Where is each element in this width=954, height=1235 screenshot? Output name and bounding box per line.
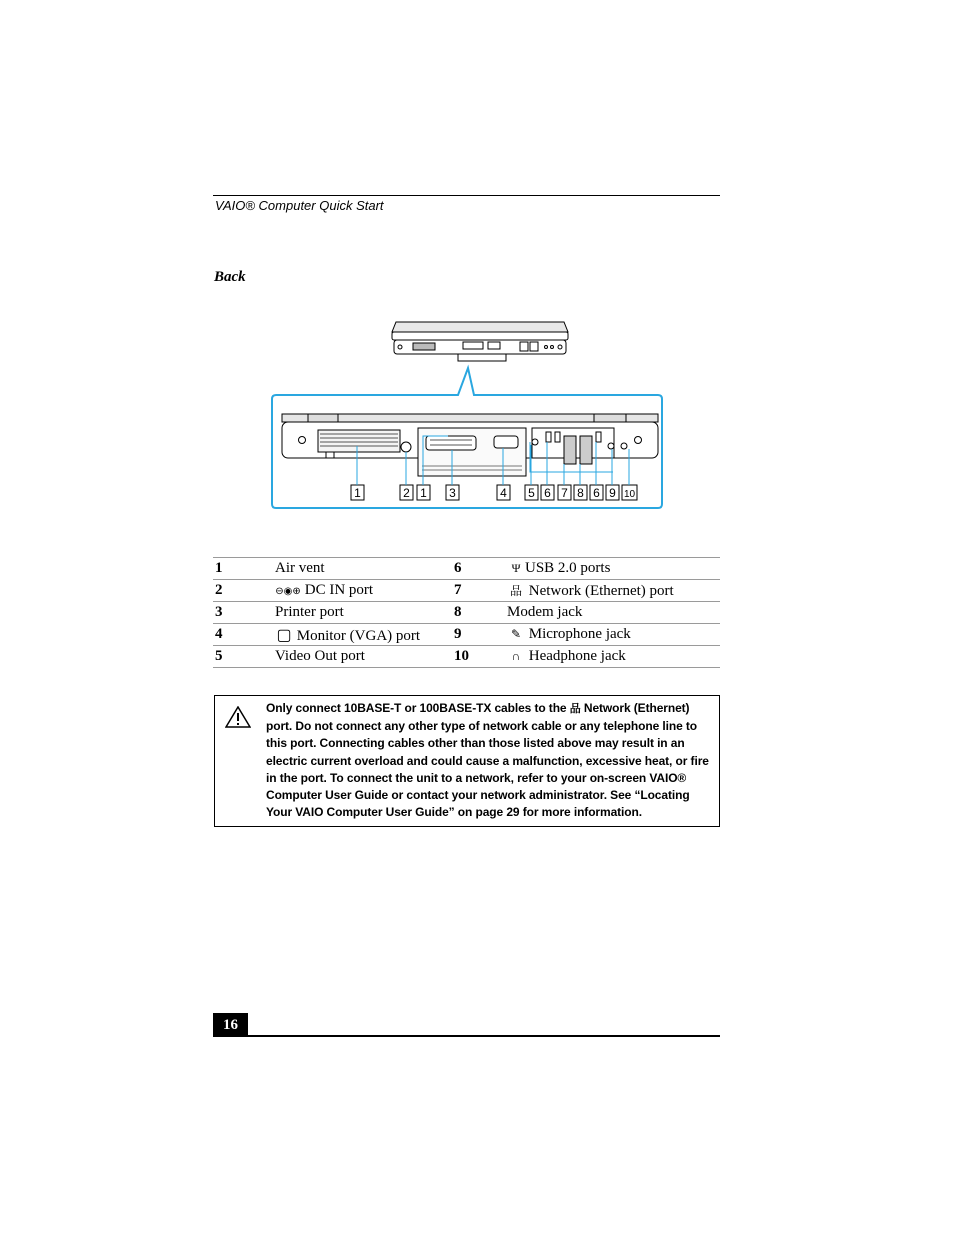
- laptop-back-panel: [282, 414, 658, 476]
- usb-icon: Ψ: [511, 561, 521, 575]
- item-label: 品 Network (Ethernet) port: [507, 580, 720, 602]
- headphone-icon: ∩: [511, 649, 521, 663]
- table-row: [213, 580, 720, 602]
- warning-icon: [225, 706, 251, 728]
- svg-text:1: 1: [420, 486, 427, 500]
- callout-7: [558, 485, 571, 500]
- svg-text:3: 3: [449, 486, 456, 500]
- item-label: Video Out port: [275, 646, 454, 668]
- callout-3: [446, 485, 459, 500]
- monitor-icon: ▢: [276, 626, 292, 644]
- svg-text:9: 9: [609, 486, 616, 500]
- callout-1b: [417, 485, 430, 500]
- warning-box: [214, 695, 720, 827]
- item-number: 3: [213, 602, 275, 624]
- item-number: 9: [454, 624, 507, 646]
- item-number: 8: [454, 602, 507, 624]
- svg-text:1: 1: [354, 486, 361, 500]
- svg-text:2: 2: [403, 486, 410, 500]
- svg-text:4: 4: [500, 486, 507, 500]
- item-label: ⊖◉⊕ DC IN port: [275, 580, 454, 602]
- item-number: 1: [213, 558, 275, 580]
- item-label: Printer port: [275, 602, 454, 624]
- callout-9: [606, 485, 619, 500]
- running-header: VAIO® Computer Quick Start: [215, 198, 384, 213]
- network-icon: 品: [569, 703, 581, 715]
- svg-text:8: 8: [577, 486, 584, 500]
- table-row: [213, 558, 720, 580]
- callout-2: [400, 485, 413, 500]
- item-label: ∩ Headphone jack: [507, 646, 720, 668]
- item-number: 6: [454, 558, 507, 580]
- item-label: ✎ Microphone jack: [507, 624, 720, 646]
- item-number: 10: [454, 646, 507, 668]
- item-label: Air vent: [275, 558, 454, 580]
- header-rule: [213, 195, 720, 196]
- callout-8: [574, 485, 587, 500]
- item-label: ▢ Monitor (VGA) port: [275, 624, 454, 646]
- item-label: Modem jack: [507, 602, 720, 624]
- svg-text:7: 7: [561, 486, 568, 500]
- svg-text:6: 6: [544, 486, 551, 500]
- warning-text: Only connect 10BASE-T or 100BASE-TX cables to the 品 Network (Ethernet) port. Do not connect any other type of network cable or any telephone line to this port. Connecting cables other than those listed above may result in an electric current overload and could cause a malfunction, excessive heat, or fire in the port. To connect the unit to a network, refer to your on-screen VAIO® Computer User Guide or contact your network administrator. See “Locating Your VAIO Computer User Guide” on page 29 for more information.: [266, 701, 709, 820]
- item-number: 5: [213, 646, 275, 668]
- callout-10: [622, 485, 637, 500]
- svg-text:5: 5: [528, 486, 535, 500]
- laptop-overview: [392, 322, 568, 361]
- page-number: 16: [213, 1013, 248, 1037]
- callout-6b: [590, 485, 603, 500]
- laptop-back-illustration: [268, 318, 666, 512]
- callout-1a: [351, 485, 364, 500]
- svg-text:6: 6: [593, 486, 600, 500]
- callout-6a: [541, 485, 554, 500]
- table-row: [213, 624, 720, 646]
- section-title: Back: [214, 269, 246, 285]
- item-number: 2: [213, 580, 275, 602]
- item-number: 7: [454, 580, 507, 602]
- item-number: 4: [213, 624, 275, 646]
- ports-table: [213, 557, 720, 668]
- footer-rule: [213, 1035, 720, 1037]
- svg-text:10: 10: [623, 489, 636, 500]
- microphone-icon: ✎: [510, 627, 522, 641]
- table-row: [213, 646, 720, 668]
- callout-4: [497, 485, 510, 500]
- item-label: Ψ USB 2.0 ports: [507, 558, 720, 580]
- table-row: [213, 602, 720, 624]
- dc-in-icon: ⊖◉⊕: [275, 586, 301, 597]
- callout-5: [525, 485, 538, 500]
- network-icon: 品: [509, 583, 522, 598]
- callout-labels: [351, 485, 637, 500]
